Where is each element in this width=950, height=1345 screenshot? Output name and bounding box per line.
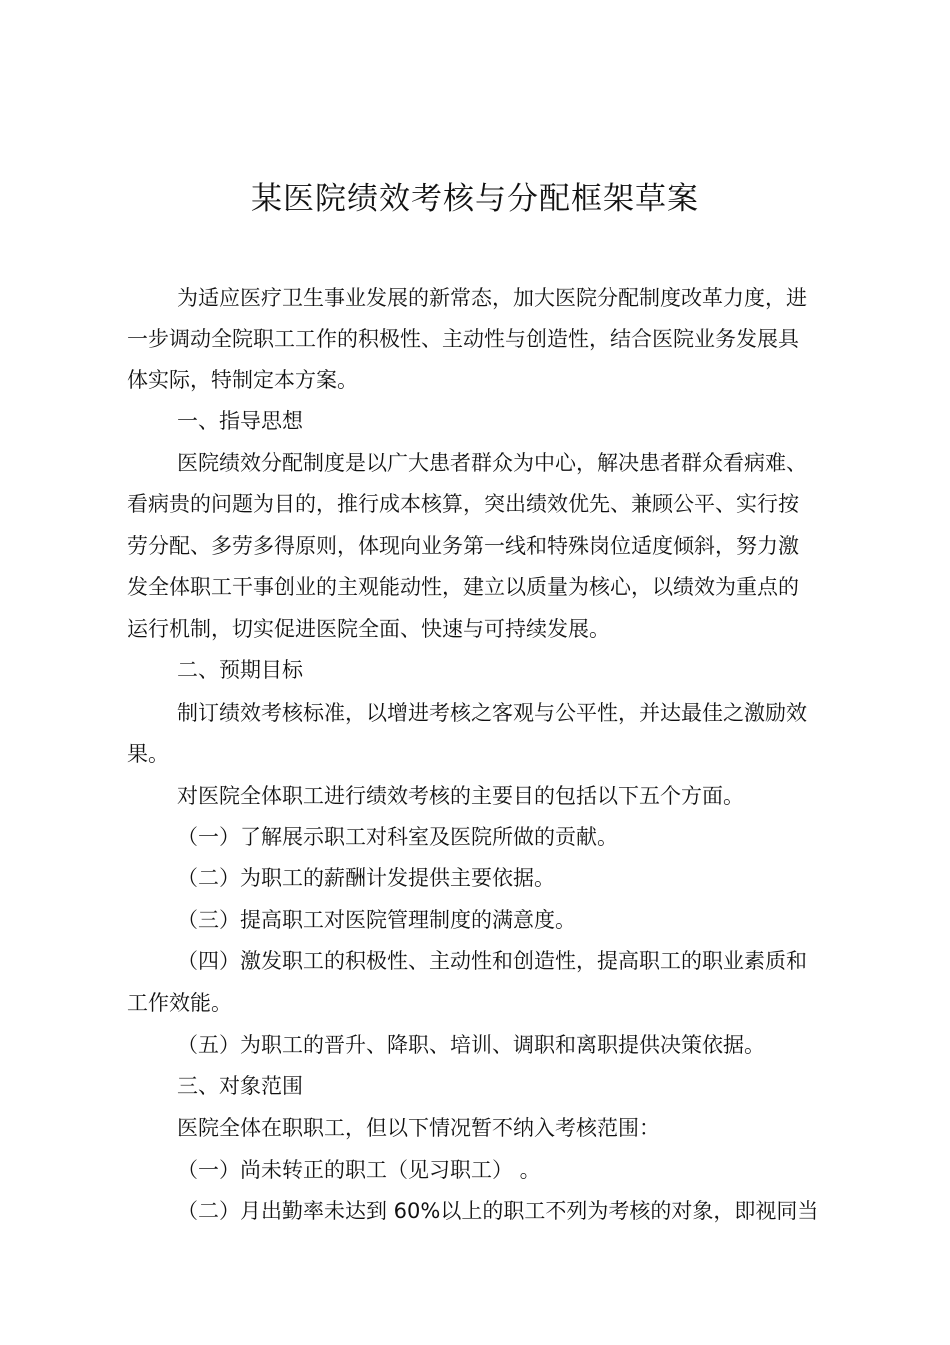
- list-item: （一）了解展示职工对科室及医院所做的贡献。: [177, 825, 618, 849]
- section-heading: 二、预期目标: [177, 658, 303, 682]
- list-item: （二）为职工的薪酬计发提供主要依据。: [177, 866, 555, 890]
- paragraph-line: 制订绩效考核标准，以增进考核之客观与公平性，并达最佳之激励效: [177, 701, 807, 725]
- paragraph-line: 医院绩效分配制度是以广大患者群众为中心，解决患者群众看病难、: [177, 451, 807, 475]
- section-heading: 三、对象范围: [177, 1074, 303, 1098]
- list-item: （二）月出勤率未达到 60%以上的职工不列为考核的对象，即视同当: [177, 1199, 819, 1223]
- paragraph-line: 医院全体在职职工，但以下情况暂不纳入考核范围：: [177, 1116, 660, 1140]
- paragraph-line: 果。: [127, 742, 169, 766]
- list-item: （一）尚未转正的职工（见习职工） 。: [177, 1158, 541, 1182]
- paragraph-line: 发全体职工干事创业的主观能动性，建立以质量为核心，以绩效为重点的: [127, 575, 799, 599]
- paragraph-line: 运行机制，切实促进医院全面、快速与可持续发展。: [127, 617, 610, 641]
- document-title: 某医院绩效考核与分配框架草案: [251, 181, 699, 217]
- list-item: （四）激发职工的积极性、主动性和创造性，提高职工的职业素质和: [177, 949, 807, 973]
- paragraph-line: 体实际，特制定本方案。: [127, 368, 358, 392]
- paragraph-line: 为适应医疗卫生事业发展的新常态，加大医院分配制度改革力度，进: [177, 286, 807, 310]
- paragraph-line: 劳分配、多劳多得原则，体现向业务第一线和特殊岗位适度倾斜，努力激: [127, 534, 799, 558]
- list-item: （五）为职工的晋升、降职、培训、调职和离职提供决策依据。: [177, 1033, 765, 1057]
- paragraph-line: 工作效能。: [127, 991, 232, 1015]
- paragraph-line: 对医院全体职工进行绩效考核的主要目的包括以下五个方面。: [177, 784, 744, 808]
- paragraph-line: 一步调动全院职工工作的积极性、主动性与创造性，结合医院业务发展具: [127, 327, 799, 351]
- list-item: （三）提高职工对医院管理制度的满意度。: [177, 908, 576, 932]
- paragraph-line: 看病贵的问题为目的，推行成本核算，突出绩效优先、兼顾公平、实行按: [127, 492, 799, 516]
- section-heading: 一、指导思想: [177, 409, 303, 433]
